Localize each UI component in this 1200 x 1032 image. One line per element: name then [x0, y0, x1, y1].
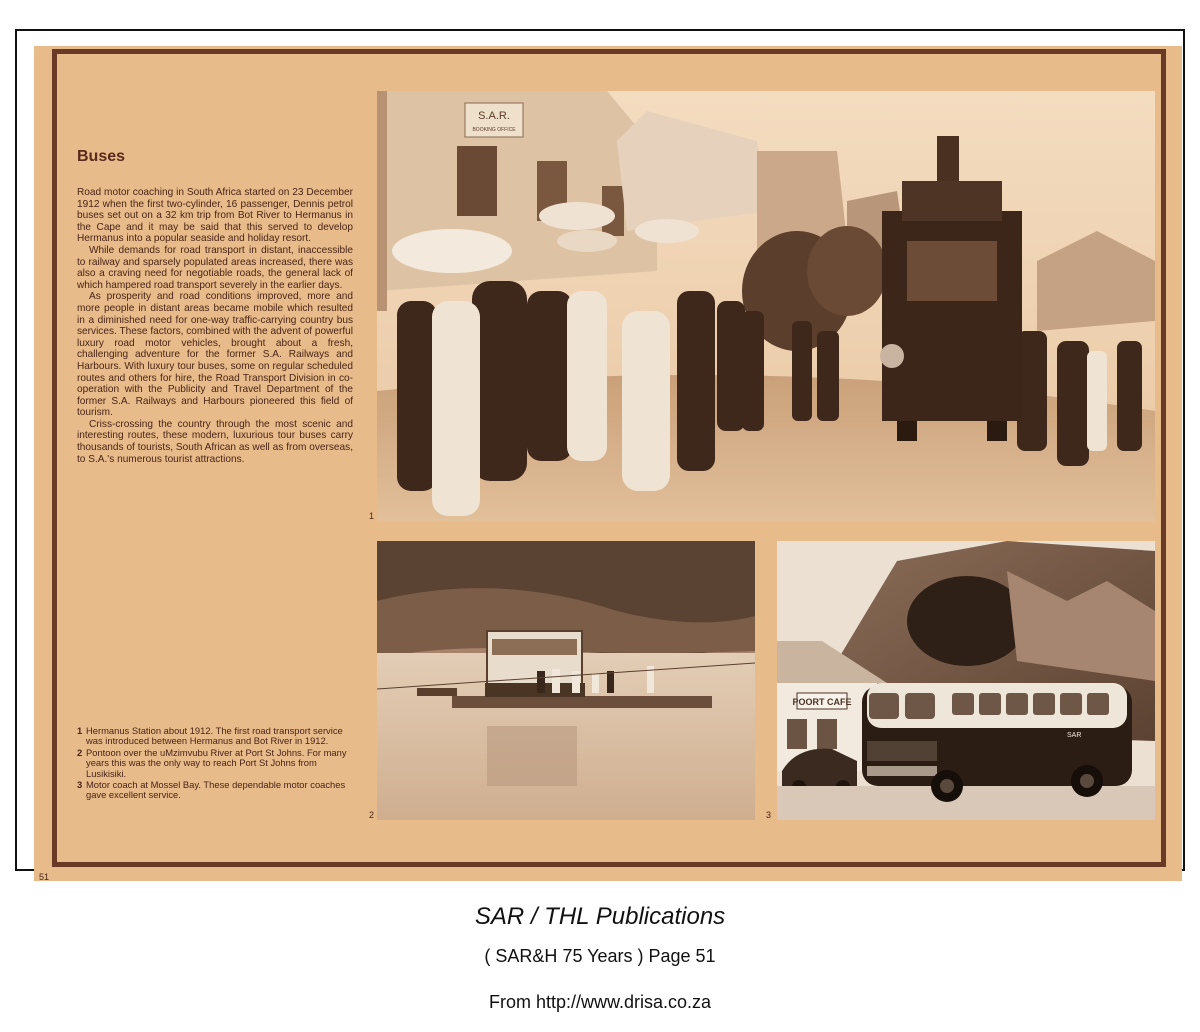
source-link[interactable]: From http://www.drisa.co.za [488, 992, 712, 1012]
caption-item [77, 726, 357, 747]
caption-number: 2 [77, 746, 83, 758]
caption-text: Motor coach at Mossel Bay. These dependable motor coaches gave excellent service. [86, 779, 346, 801]
photo-captions [77, 726, 357, 802]
paragraph: While demands for road transport in distant, inaccessible to railway and sparsely populated areas increased, there was also a craving need for negotiable roads, the general lack of which hampered road transport severely in the earlier days. [77, 244, 353, 291]
magazine-page [34, 46, 1182, 881]
article-body [77, 187, 353, 465]
paragraph: Road motor coaching in South Africa started on 23 December 1912 when the first two-cylinder, 16 passenger, Dennis petrol buses set out on a 32 km trip from Bot River to Hermanus in the Cape and it may be said that this served to develop Hermanus into a popular seaside and holiday resort. [77, 187, 353, 245]
page-number: 51 [39, 872, 50, 882]
article-heading: Buses [77, 148, 126, 165]
caption-item [77, 748, 357, 779]
figure-number: 3 [766, 810, 772, 820]
paragraph: Criss-crossing the country through the most scenic and interesting routes, these modern, luxurious tour buses carry thousands of tourists, South African as well as from overseas, to S.A.'s numerous tourist attractions. [77, 418, 353, 465]
station-sign-line1: S.A.R. [478, 110, 510, 122]
scan-frame [15, 29, 1185, 882]
caption-number: 1 [77, 725, 83, 736]
station-sign-line2: BOOKING OFFICE [472, 127, 516, 133]
photo-pontoon [377, 541, 755, 820]
caption-item [77, 780, 357, 801]
photo-motor-coach [777, 541, 1155, 820]
bus-code: SAR [1067, 732, 1082, 739]
figure-number: 2 [369, 810, 375, 820]
caption-number: 3 [77, 779, 83, 791]
caption-text: Pontoon over the uMzimvubu River at Port St Johns. For many years this was the only way to reach Port St Johns from Lusikisiki. [86, 746, 347, 779]
paragraph: As prosperity and road conditions improved, more and more people in distant areas became mobile which resulted in a diminished need for one-way traffic-carrying country bus services. These factors, combined with the advent of powerful luxury road motor vehicles, brought about a fresh, challenging adventure for the former S.A. Railways and Harbours. With luxury tour buses, some on regular scheduled routes and others for hire, the Road Transport Division in co-operation with the Publicity and Travel Department of the former S.A. Railways and Harbours pioneered this field of tourism. [77, 291, 353, 419]
cafe-sign: POORT CAFE [792, 697, 852, 707]
publication-title: SAR / THL Publications [474, 903, 726, 930]
figure-number: 1 [369, 511, 375, 521]
publication-subtitle: ( SAR&H 75 Years ) Page 51 [484, 946, 716, 966]
photo-hermanus-station [377, 91, 1155, 522]
caption-text: Hermanus Station about 1912. The first road transport service was introduced between Hermanus and Bot River in 1912. [86, 725, 343, 747]
